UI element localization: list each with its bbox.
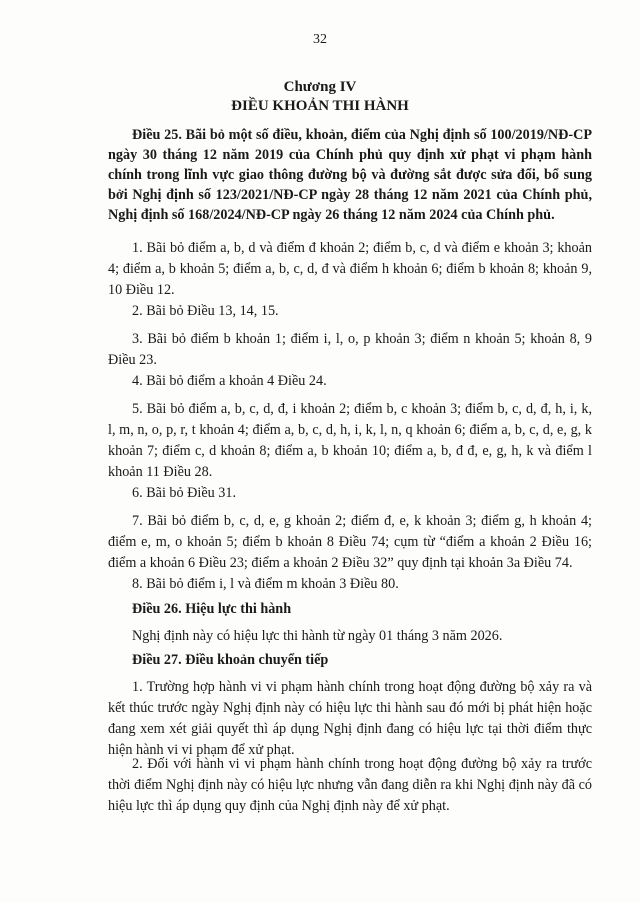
article-25-item-7: 7. Bãi bỏ điểm b, c, d, e, g khoản 2; điểm đ, e, k khoản 3; điểm g, h khoản 4; điểm e, m, o khoản 5; điểm b khoản 8 Điều 74; cụm từ “điểm a khoản 2 Điều 16; điểm a khoản 6 Điều 23; điểm a khoản 2 Điều 32” quy định tại khoản 3a Điều 74. [108, 513, 592, 571]
article-27-title: Điều 27. Điều khoản chuyển tiếp [132, 652, 329, 668]
chapter-number: Chương IV [283, 79, 357, 95]
article-25-item-3: 3. Bãi bỏ điểm b khoản 1; điểm i, l, o, p khoản 3; điểm n khoản 5; khoản 8, 9 Điều 23. [108, 331, 592, 368]
article-25-item-4: 4. Bãi bỏ điểm a khoản 4 Điều 24. [132, 373, 327, 389]
article-27-item-2: 2. Đối với hành vi vi phạm hành chính trong hoạt động đường bộ xảy ra trước thời điểm Nghị định này có hiệu lực nhưng vẫn đang diễn ra khi Nghị định này đã có hiệu lực thì áp dụng quy định của Nghị định này để xử phạt. [108, 756, 592, 814]
article-25-item-8: 8. Bãi bỏ điểm i, l và điểm m khoản 3 Điều 80. [132, 576, 399, 592]
article-26-title: Điều 26. Hiệu lực thi hành [132, 601, 292, 617]
article-25-item-1: 1. Bãi bỏ điểm a, b, d và điểm đ khoản 2; điểm b, c, d và điểm e khoản 3; khoản 4; điểm a, b khoản 5; điểm a, b, c, d, đ và điểm h khoản 6; điểm b khoản 8; khoản 9, 10 Điều 12. [108, 240, 592, 298]
article-25-item-6: 6. Bãi bỏ Điều 31. [132, 485, 237, 501]
chapter-title: ĐIỀU KHOẢN THI HÀNH [231, 98, 409, 114]
page-number: 32 [313, 32, 327, 47]
article-25-heading: Điều 25. Bãi bỏ một số điều, khoản, điểm của Nghị định số 100/2019/NĐ-CP ngày 30 tháng 12 năm 2019 của Chính phủ quy định xử phạt vi phạm hành chính trong lĩnh vực giao thông đường bộ và đường sắt được sửa đổi, bổ sung bởi Nghị định số 123/2021/NĐ-CP ngày 28 tháng 12 năm 2021 của Chính phủ, Nghị định số 168/2024/NĐ-CP ngày 26 tháng 12 năm 2024 của Chính phủ. [108, 127, 592, 223]
article-27-item-1: 1. Trường hợp hành vi vi phạm hành chính trong hoạt động đường bộ xảy ra và kết thúc trước ngày Nghị định này có hiệu lực thi hành sau đó mới bị phát hiện hoặc đang xem xét giải quyết thì áp dụng Nghị định đang có hiệu lực tại thời điểm thực hiện hành vi vi phạm để xử phạt. [108, 679, 592, 758]
article-25-item-2: 2. Bãi bỏ Điều 13, 14, 15. [132, 303, 279, 319]
article-26-text: Nghị định này có hiệu lực thi hành từ ngày 01 tháng 3 năm 2026. [132, 628, 503, 644]
article-25-item-5: 5. Bãi bỏ điểm a, b, c, d, đ, i khoản 2; điểm b, c khoản 3; điểm b, c, d, đ, h, i, k, l, m, n, o, p, r, t khoản 4; điểm a, b, c, d, h, i, k, l, n, q khoản 6; điểm a, b, c, d, e, g, k khoản 7; điểm c, d khoản 8; điểm a, b khoản 10; điểm a, b, đ đ, e, g, h, k và điểm l khoản 11 Điều 28. [108, 401, 592, 480]
